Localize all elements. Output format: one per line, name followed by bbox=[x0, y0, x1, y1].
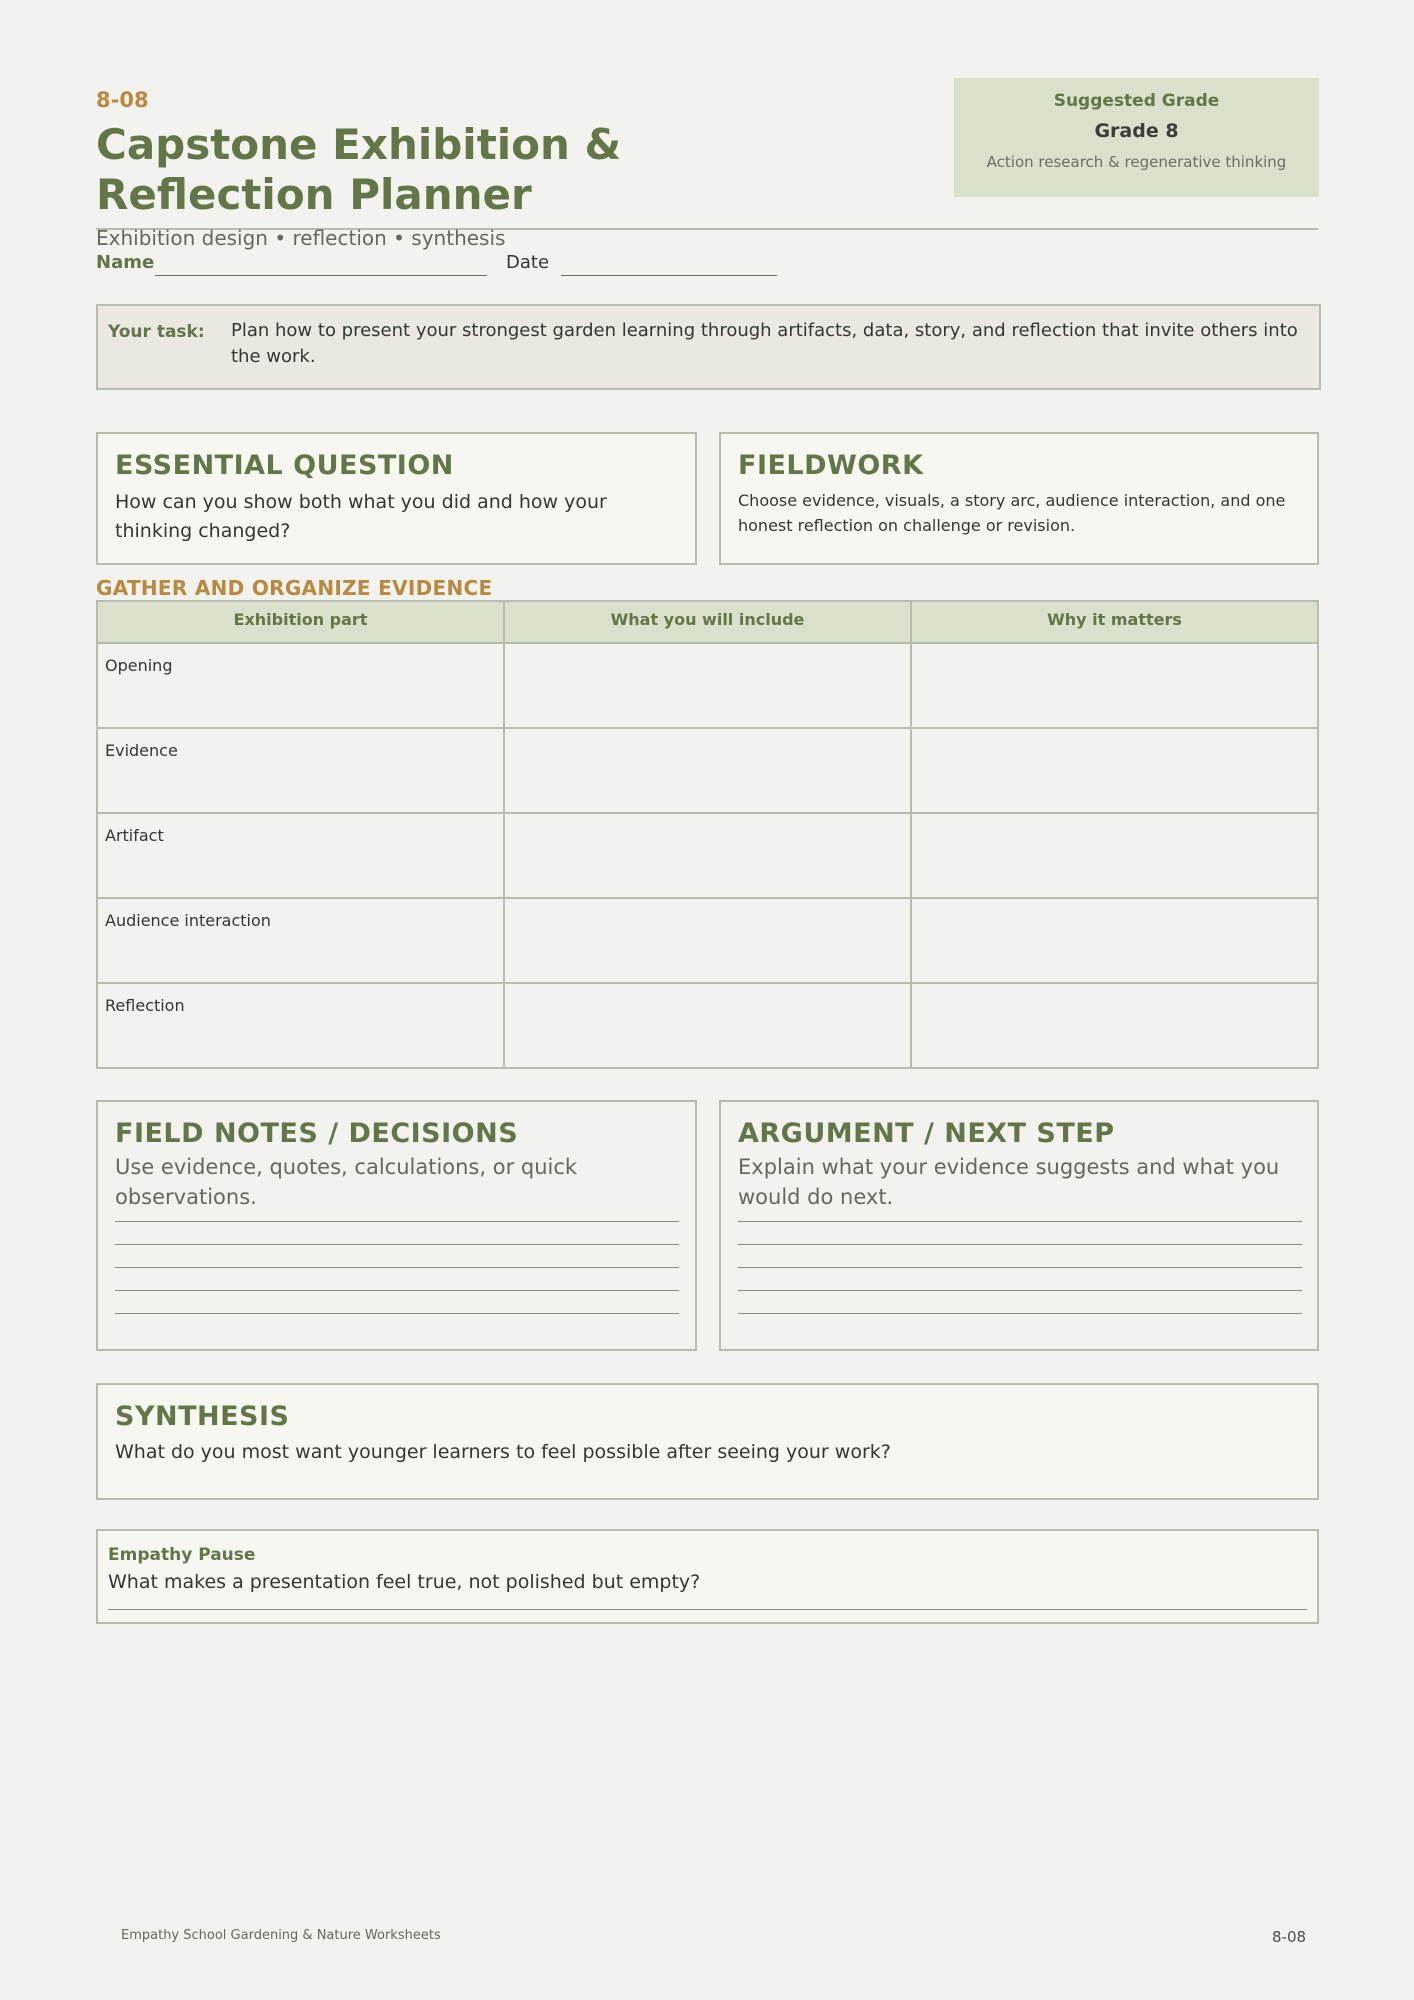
synthesis-card bbox=[96, 1383, 1319, 1500]
table-row bbox=[97, 898, 1318, 983]
empathy-pause-text: What makes a presentation feel true, not polished but empty? bbox=[108, 1571, 701, 1593]
table-row bbox=[97, 813, 1318, 898]
grade-label: Suggested Grade bbox=[1053, 91, 1220, 111]
empathy-pause-card bbox=[96, 1529, 1319, 1624]
why-cell[interactable] bbox=[911, 813, 1318, 898]
evidence-heading: GATHER AND ORGANIZE EVIDENCE bbox=[96, 576, 493, 600]
include-cell[interactable] bbox=[504, 728, 911, 813]
task-label: Your task: bbox=[108, 322, 205, 342]
fieldwork-card bbox=[719, 432, 1319, 565]
writing-line[interactable] bbox=[115, 1290, 679, 1291]
column-header: Exhibition part bbox=[97, 601, 504, 643]
field-notes-prompt: Use evidence, quotes, calculations, or quick observations. bbox=[115, 1155, 578, 1209]
row-label: Evidence bbox=[97, 728, 504, 813]
page-subtitle: Exhibition design • reflection • synthesis bbox=[96, 226, 506, 250]
task-text: Plan how to present your strongest garden learning through artifacts, data, story, and reflection that invite others into the work. bbox=[231, 320, 1298, 367]
row-label: Audience interaction bbox=[97, 898, 504, 983]
argument-card bbox=[719, 1100, 1319, 1351]
name-field[interactable] bbox=[155, 275, 487, 276]
argument-title: ARGUMENT / NEXT STEP bbox=[738, 1118, 1115, 1149]
writing-line[interactable] bbox=[738, 1267, 1302, 1268]
fieldwork-text: Choose evidence, visuals, a story arc, audience interaction, and one honest reflection on challenge or revision. bbox=[738, 491, 1286, 535]
evidence-table bbox=[96, 600, 1319, 1069]
fieldwork-title: FIELDWORK bbox=[738, 450, 924, 481]
writing-line[interactable] bbox=[738, 1313, 1302, 1314]
footer-source: Empathy School Gardening & Nature Worksheets bbox=[121, 1928, 441, 1943]
grade-description: Action research & regenerative thinking bbox=[986, 153, 1287, 171]
include-cell[interactable] bbox=[504, 813, 911, 898]
field-notes-title: FIELD NOTES / DECISIONS bbox=[115, 1118, 519, 1149]
writing-line[interactable] bbox=[108, 1609, 1307, 1610]
name-label: Name bbox=[96, 252, 155, 273]
field-notes-card bbox=[96, 1100, 697, 1351]
date-label: Date bbox=[506, 252, 550, 273]
argument-prompt: Explain what your evidence suggests and what you would do next. bbox=[738, 1155, 1280, 1209]
writing-line[interactable] bbox=[115, 1221, 679, 1222]
writing-line[interactable] bbox=[115, 1313, 679, 1314]
writing-line[interactable] bbox=[738, 1244, 1302, 1245]
why-cell[interactable] bbox=[911, 728, 1318, 813]
synthesis-text: What do you most want younger learners to feel possible after seeing your work? bbox=[115, 1441, 891, 1463]
writing-line[interactable] bbox=[738, 1221, 1302, 1222]
task-box bbox=[96, 304, 1321, 390]
date-field[interactable] bbox=[561, 275, 777, 276]
row-label: Opening bbox=[97, 643, 504, 728]
why-cell[interactable] bbox=[911, 983, 1318, 1068]
table-row bbox=[97, 983, 1318, 1068]
include-cell[interactable] bbox=[504, 983, 911, 1068]
footer-page-code: 8-08 bbox=[1272, 1928, 1307, 1946]
essential-question-title: ESSENTIAL QUESTION bbox=[115, 450, 454, 481]
writing-line[interactable] bbox=[115, 1244, 679, 1245]
row-label: Reflection bbox=[97, 983, 504, 1068]
worksheet-code: 8-08 bbox=[96, 88, 149, 112]
row-label: Artifact bbox=[97, 813, 504, 898]
column-header: What you will include bbox=[504, 601, 911, 643]
table-row bbox=[97, 643, 1318, 728]
grade-value: Grade 8 bbox=[1094, 120, 1179, 142]
page-title: Capstone Exhibition & Reflection Planner bbox=[96, 120, 622, 219]
writing-line[interactable] bbox=[115, 1267, 679, 1268]
table-header-row bbox=[97, 601, 1318, 643]
table-row bbox=[97, 728, 1318, 813]
why-cell[interactable] bbox=[911, 898, 1318, 983]
column-header: Why it matters bbox=[911, 601, 1318, 643]
include-cell[interactable] bbox=[504, 898, 911, 983]
grade-box bbox=[954, 78, 1319, 197]
essential-question-text: How can you show both what you did and how your thinking changed? bbox=[115, 491, 607, 542]
why-cell[interactable] bbox=[911, 643, 1318, 728]
essential-question-card bbox=[96, 432, 697, 565]
include-cell[interactable] bbox=[504, 643, 911, 728]
synthesis-title: SYNTHESIS bbox=[115, 1401, 290, 1432]
writing-line[interactable] bbox=[738, 1290, 1302, 1291]
empathy-pause-label: Empathy Pause bbox=[108, 1545, 256, 1565]
